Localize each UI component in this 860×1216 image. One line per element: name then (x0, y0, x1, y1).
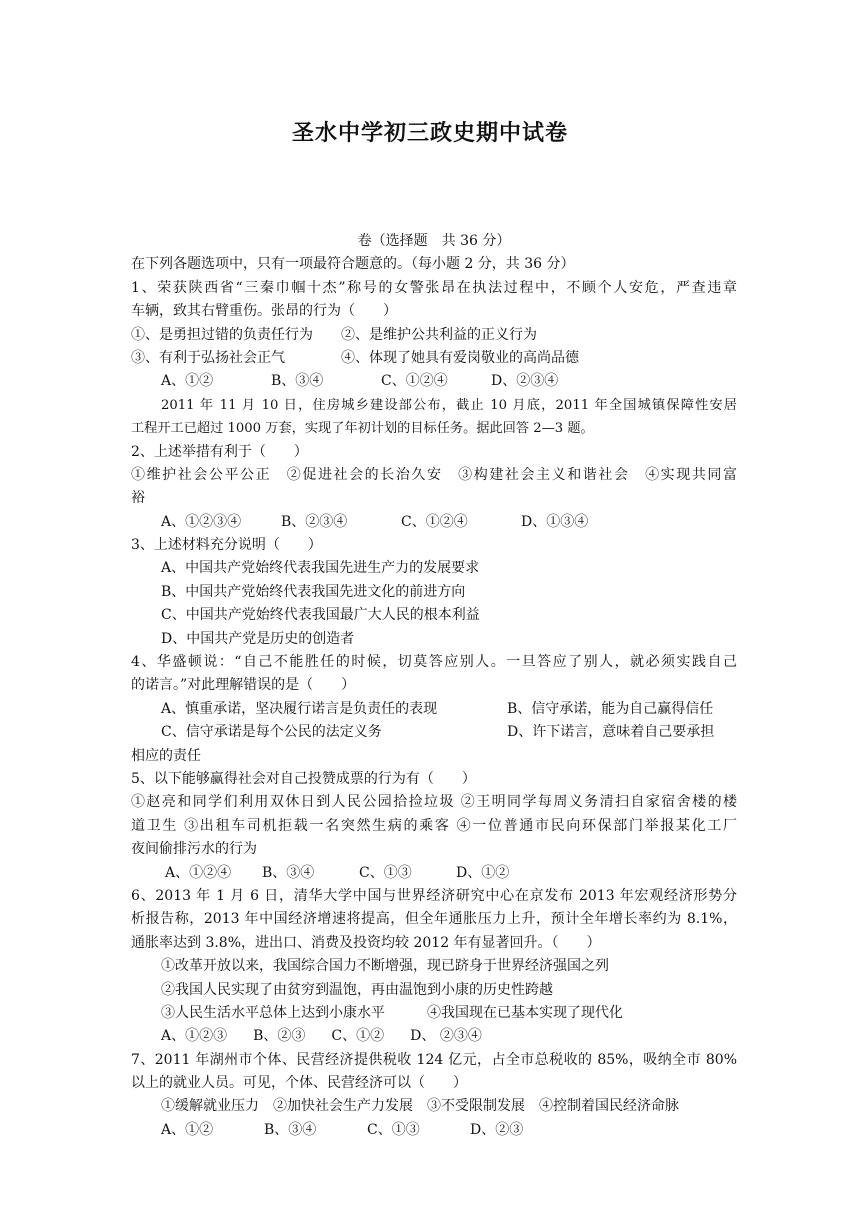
q1-option-c: C、①②④ (381, 373, 448, 390)
q7-stem-line: 7、2011 年湖州市个体、民营经济提供税收 124 亿元，占全市总税收的 85%，吸纳全市 80% (131, 1051, 737, 1068)
q7-option-c: C、①③ (367, 1121, 420, 1138)
q3-option-d: D、中国共产党是历史的创造者 (161, 630, 355, 647)
q1-statement: ③、有利于弘扬社会正气 ④、体现了她具有爱岗敬业的高尚品德 (131, 349, 579, 366)
instruction: 在下列各题选项中，只有一项最符合题意的。（每小题 2 分，共 36 分） (131, 256, 575, 273)
q6-option-d: D、 ②③④ (410, 1028, 482, 1045)
q7-option-b: B、③④ (264, 1121, 317, 1138)
q7-statement: ①缓解就业压力 ②加快社会生产力发展 ③不受限制发展 ④控制着国民经济命脉 (161, 1098, 679, 1115)
q6-option-b: B、②③ (253, 1028, 306, 1045)
q4-stem-line: 的诺言。”对此理解错误的是（ ） (131, 677, 356, 694)
material-line: 2011 年 11 月 10 日，住房城乡建设部公布，截止 10 月底，2011 年全国城镇保障性安居 (161, 397, 737, 413)
q5-option-d: D、①② (456, 864, 510, 881)
q6-option-c: C、①② (331, 1028, 385, 1045)
exam-content (131, 230, 737, 1142)
q2-option-d: D、①③④ (521, 513, 589, 530)
section-header: 卷（选择题 共 36 分） (357, 233, 511, 249)
q7-option-d: D、②③ (470, 1121, 524, 1138)
q1-stem-line: 1、荣获陕西省“三秦巾帼十杰”称号的女警张昂在执法过程中，不顾个人安危，严查违章 (131, 279, 737, 296)
q7-options (131, 1119, 737, 1142)
material-line: 工程开工已超过 1000 万套，实现了年初计划的目标任务。据此回答 2—3 题。 (131, 421, 594, 437)
q5-options (131, 862, 737, 885)
q5-statement: ①赵亮和同学们利用双休日到人民公园拾捡垃圾 ②王明同学每周义务清扫自家宿舍楼的楼 (131, 794, 737, 811)
q3-option-b: B、中国共产党始终代表我国先进文化的前进方向 (161, 583, 466, 600)
q5-stem: 5、以下能够赢得社会对自己投赞成票的行为有（ ） (131, 770, 476, 787)
q6-statement: ①改革开放以来，我国综合国力不断增强，现已跻身于世界经济强国之列 (161, 958, 609, 975)
q6-stem-line: 析报告称，2013 年中国经济增速将提高，但全年通胀压力上升，预计全年增长率约为 8.1%， (131, 911, 737, 928)
q4-option-d: D、许下诺言，意味着自己要承担 (507, 724, 715, 741)
q3-option-c: C、中国共产党始终代表我国最广大人民的根本利益 (161, 607, 480, 624)
q6-option-a: A、①②③ (161, 1028, 228, 1045)
q6-statement: ③人民生活水平总体上达到小康水平 ④我国现在已基本实现了现代化 (161, 1004, 623, 1021)
q6-stem-line: 6、2013 年 1 月 6 日，清华大学中国与世界经济研究中心在京发布 2013 年宏观经济形势分 (131, 887, 737, 904)
q1-option-a: A、①② (161, 373, 214, 390)
q4-option-d-continuation: 相应的责任 (131, 747, 201, 764)
q1-option-b: B、③④ (271, 373, 324, 390)
q2-option-b: B、②③④ (281, 513, 348, 530)
q4-options-row (131, 698, 737, 721)
q3-option-a: A、中国共产党始终代表我国先进生产力的发展要求 (161, 560, 480, 577)
q5-statement: 道卫生 ③出租车司机拒载一名突然生病的乘客 ④一位普通市民向环保部门举报某化工厂 (131, 817, 737, 834)
q2-stem: 2、上述举措有利于（ ） (131, 443, 308, 460)
q2-option-c: C、①②④ (401, 513, 468, 530)
page-title: 圣水中学初三政史期中试卷 (291, 120, 568, 146)
q7-option-a: A、①② (161, 1121, 214, 1138)
q6-statement: ②我国人民实现了由贫穷到温饱，再由温饱到小康的历史性跨越 (161, 981, 553, 998)
q4-option-c: C、信守承诺是每个公民的法定义务 (161, 724, 382, 741)
q2-statement: ①维护社会公平公正 ②促进社会的长治久安 ③构建社会主义和谐社会 ④实现共同富 (131, 466, 737, 483)
q4-option-b: B、信守承诺，能为自己赢得信任 (507, 700, 714, 717)
q1-stem-line: 车辆，致其右臂重伤。张昂的行为（ ） (131, 303, 397, 320)
q1-statement: ①、是勇担过错的负责任行为 ②、是维护公共利益的正义行为 (131, 326, 537, 343)
q6-stem-line: 通胀率达到 3.8%，进出口、消费及投资均较 2012 年有显著回升。（ ） (131, 934, 601, 951)
q1-option-d: D、②③④ (491, 373, 559, 390)
q3-stem: 3、上述材料充分说明（ ） (131, 537, 322, 554)
q6-options (131, 1025, 737, 1048)
q2-options (131, 511, 737, 534)
q5-option-c: C、①③ (359, 864, 412, 881)
q4-options-row (131, 721, 737, 744)
q5-statement: 夜间偷排污水的行为 (131, 841, 257, 858)
q1-options (131, 370, 737, 393)
q2-option-a: A、①②③④ (161, 513, 242, 530)
q4-option-a: A、慎重承诺，坚决履行诺言是负责任的表现 (161, 700, 438, 717)
q2-statement: 裕 (131, 490, 145, 507)
q5-option-a: A、①②④ (165, 864, 232, 881)
q4-stem-line: 4、华盛顿说：“自己不能胜任的时候，切莫答应别人。一旦答应了别人，就必须实践自己 (131, 654, 737, 671)
q5-option-b: B、③④ (262, 864, 315, 881)
q7-stem-line: 以上的就业人员。可见，个体、民营经济可以（ ） (131, 1075, 467, 1092)
